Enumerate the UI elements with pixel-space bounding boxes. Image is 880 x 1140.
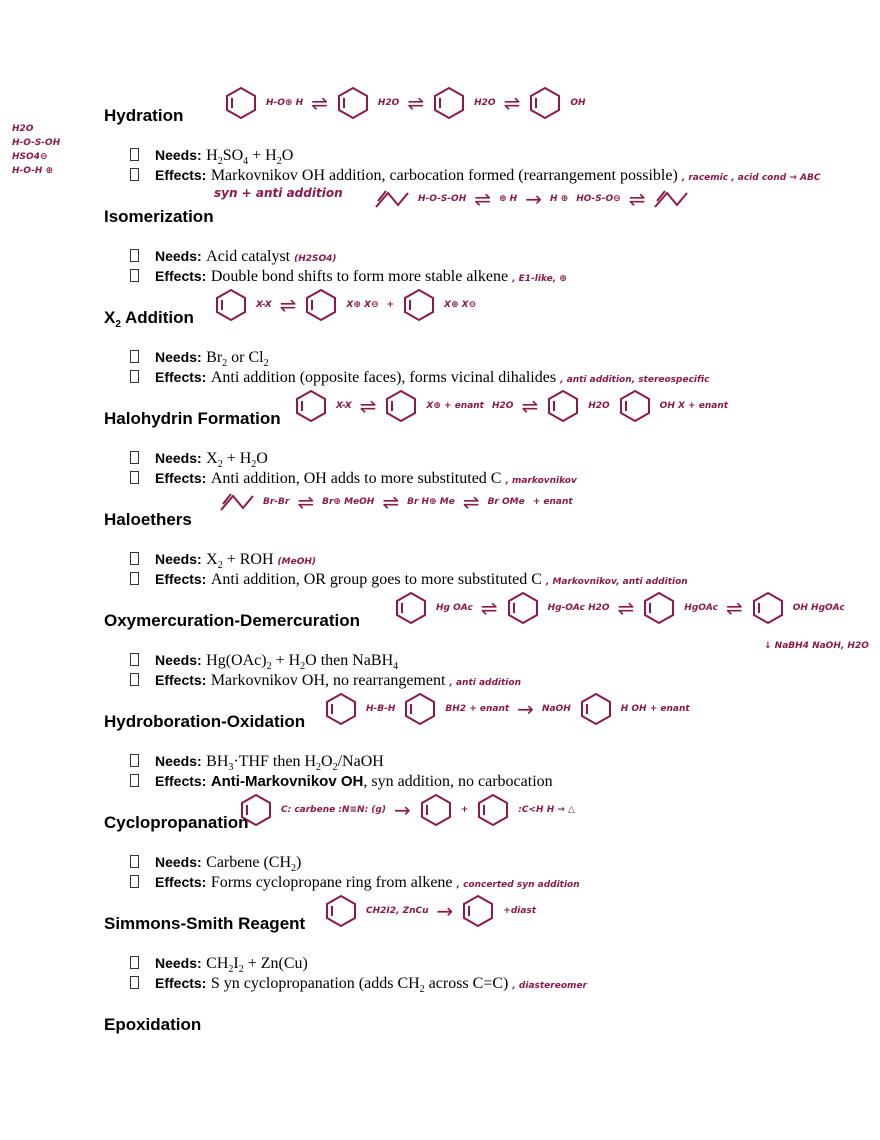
text-segment: or Cl (227, 349, 264, 366)
cyclohexene-drawing-icon (294, 389, 328, 423)
handwritten-label: OH (570, 98, 586, 108)
text-segment: O (281, 147, 294, 164)
equilibrium-arrow-icon: ⇌ (521, 394, 539, 418)
section-epoxidation (104, 1015, 874, 1125)
needs-label: Needs: (155, 147, 202, 163)
handwritten-note: (H2SO4) (294, 254, 337, 264)
effects-value (211, 167, 678, 184)
text-segment: H (206, 147, 218, 164)
needs-line (130, 551, 316, 571)
handwritten-label: X⊕ + enant (426, 401, 484, 411)
alkene-drawing-icon (374, 187, 410, 211)
handwritten-note: , concerted syn addition (456, 880, 580, 890)
margin-note: HSO4⊖ (12, 152, 48, 162)
needs-label: Needs: (155, 248, 202, 264)
section-heading (104, 611, 360, 631)
needs-label: Needs: (155, 349, 202, 365)
section-heading (104, 712, 305, 732)
needs-line (130, 349, 269, 369)
handwritten-label: OH X + enant (659, 401, 729, 411)
heading-text: X (104, 308, 116, 327)
text-segment: /NaOH (337, 753, 384, 770)
handwritten-label: X-X (256, 300, 272, 310)
heading-text: Cyclopropanation (104, 813, 249, 832)
heading-text: Haloethers (104, 510, 192, 529)
cyclohexene-drawing-icon (528, 86, 562, 120)
handwritten-label: + (460, 805, 469, 815)
effects-line (130, 369, 709, 387)
effects-line (130, 268, 567, 286)
bullet-icon (130, 855, 139, 868)
reaction-scheme (239, 793, 575, 827)
text-segment: Markovnikov OH addition, carbocation formed (rearrangement possible) (210, 167, 678, 184)
text-segment: + Zn(Cu) (243, 955, 308, 972)
handwritten-note: , E1-like, ⊕ (512, 274, 567, 284)
effects-value (210, 975, 509, 995)
equilibrium-arrow-icon: ⇌ (725, 596, 743, 620)
cyclohexene-drawing-icon (403, 692, 437, 726)
cyclohexene-drawing-icon (394, 591, 428, 625)
reaction-scheme (374, 187, 689, 211)
cyclohexene-drawing-icon (751, 591, 785, 625)
reaction-scheme (324, 692, 690, 726)
text-segment: Double bond shifts to form more stable alkene (210, 268, 509, 285)
cyclohexene-drawing-icon (324, 894, 358, 928)
section-heading (104, 813, 249, 833)
equilibrium-arrow-icon: ⇌ (503, 91, 521, 115)
cyclohexene-drawing-icon (384, 389, 418, 423)
text-segment: ) (296, 854, 302, 871)
needs-value (206, 551, 274, 571)
handwritten-label: H-O-S-OH (418, 194, 467, 204)
cyclohexene-drawing-icon (506, 591, 540, 625)
text-segment: Anti addition (opposite faces), forms vicinal dihalides (210, 369, 557, 386)
text-segment: O (256, 450, 268, 467)
handwritten-note: (MeOH) (277, 557, 316, 567)
subscript: 2 (217, 560, 223, 571)
effects-line (130, 672, 521, 690)
handwritten-label: H2O (474, 98, 496, 108)
handwritten-label: H2O (377, 98, 400, 108)
handwritten-label: Hg-OAc H2O (547, 603, 610, 613)
reaction-scheme (219, 490, 573, 514)
effects-label: Effects: (155, 874, 207, 890)
needs-line (130, 955, 308, 975)
handwritten-note: , anti addition (449, 678, 521, 688)
equilibrium-arrow-icon: ⇌ (297, 490, 315, 514)
reaction-scheme (224, 86, 586, 120)
heading-text: Halohydrin Formation (104, 409, 281, 428)
margin-note: H-O-H ⊕ (12, 166, 54, 176)
text-segment: Markovnikov OH, no rearrangement (210, 672, 446, 689)
text-segment: CH (206, 955, 229, 972)
section-heading (104, 308, 194, 330)
subscript: 4 (393, 661, 399, 672)
handwritten-label: H-B-H (366, 704, 396, 714)
text-segment: , syn addition, no carbocation (363, 773, 553, 790)
bullet-icon (130, 956, 139, 969)
subscript: 2 (251, 459, 257, 470)
text-segment: I (233, 955, 239, 972)
subscript: 4 (243, 156, 249, 167)
bullet-icon (130, 451, 139, 464)
heading-text: Hydration (104, 106, 184, 125)
handwritten-label: H2O (588, 401, 610, 411)
subscript: 3 (228, 762, 234, 773)
bullet-icon (130, 269, 139, 282)
text-segment: X (206, 450, 218, 467)
margin-note: H-O-S-OH (12, 138, 61, 148)
handwritten-note: , diastereomer (512, 981, 587, 991)
equilibrium-arrow-icon: ⇌ (359, 394, 377, 418)
handwritten-label: HO-S-O⊖ (576, 194, 621, 204)
text-segment: SO (222, 147, 244, 164)
text-segment: Anti-Markovnikov OH (210, 773, 364, 790)
needs-value (206, 753, 384, 773)
heading-text: Oxymercuration-Demercuration (104, 611, 361, 630)
heading-text: Addition (120, 308, 194, 327)
effects-label: Effects: (155, 672, 207, 688)
section-heading (104, 914, 305, 934)
subscript: 2 (332, 762, 338, 773)
section-heading (104, 207, 214, 227)
bullet-icon (130, 370, 139, 383)
effects-label: Effects: (155, 167, 207, 183)
needs-line (130, 753, 384, 773)
handwritten-label: :C<H H → △ (518, 805, 575, 815)
needs-label: Needs: (155, 450, 202, 466)
heading-text: Isomerization (104, 207, 214, 226)
handwritten-label: Br OMe (487, 497, 525, 507)
effects-line (130, 167, 820, 185)
margin-notes (12, 120, 102, 180)
subscript: 2 (228, 964, 234, 975)
effects-value (211, 369, 556, 386)
bullet-icon (130, 754, 139, 767)
subscript: 2 (316, 762, 322, 773)
cyclohexene-drawing-icon (419, 793, 453, 827)
effects-label: Effects: (155, 975, 207, 991)
handwritten-label: Hg OAc (436, 603, 473, 613)
equilibrium-arrow-icon: ⇌ (382, 490, 400, 514)
text-segment: Forms cyclopropane ring from alkene (210, 874, 453, 891)
subscript: 2 (419, 984, 425, 995)
handwritten-label: X⊕ X⊖ (346, 300, 379, 310)
bullet-icon (130, 572, 139, 585)
text-segment: BH (206, 753, 229, 770)
needs-value (206, 854, 302, 874)
handwritten-label: OH HgOAc (792, 603, 845, 613)
equilibrium-arrow-icon: ⇌ (462, 490, 480, 514)
reaction-arrow-icon: → (517, 697, 534, 721)
subscript: 2 (263, 358, 269, 369)
bullet-icon (130, 653, 139, 666)
equilibrium-arrow-icon: ⇌ (279, 293, 297, 317)
reaction-scheme (294, 389, 728, 423)
text-segment: O then NaBH (305, 652, 394, 669)
handwritten-note: , Markovnikov, anti addition (545, 577, 688, 587)
handwritten-label: H-O⊕ H (266, 98, 304, 108)
cyclohexene-drawing-icon (224, 86, 258, 120)
cyclohexene-drawing-icon (461, 894, 495, 928)
bullet-icon (130, 976, 139, 989)
effects-line (130, 874, 580, 892)
equilibrium-arrow-icon: ⇌ (407, 91, 425, 115)
alkene-drawing-icon (653, 187, 689, 211)
effects-value (211, 268, 508, 285)
handwritten-label: Br H⊕ Me (407, 497, 455, 507)
needs-label: Needs: (155, 955, 202, 971)
subscript: 2 (300, 661, 306, 672)
equilibrium-arrow-icon: ⇌ (474, 187, 491, 211)
cyclohexene-drawing-icon (214, 288, 248, 322)
subscript: 2 (238, 964, 244, 975)
text-segment: across C=C) (424, 975, 509, 992)
text-segment: Hg(OAc) (206, 652, 267, 669)
effects-value (211, 470, 502, 487)
handwritten-label: H2O (492, 401, 514, 411)
reaction-scheme (394, 591, 845, 625)
needs-line (130, 854, 301, 874)
needs-label: Needs: (155, 753, 202, 769)
equilibrium-arrow-icon: ⇌ (617, 596, 635, 620)
needs-line (130, 450, 268, 470)
section-heading (104, 409, 281, 429)
effects-value (211, 874, 453, 891)
needs-value (206, 248, 290, 265)
handwritten-note: , racemic , acid cond → ABC (681, 173, 821, 183)
section-simmons-smith-reagent (104, 899, 874, 1024)
bullet-icon (130, 350, 139, 363)
section-heading (104, 510, 192, 530)
text-segment: X (206, 551, 218, 568)
equilibrium-arrow-icon: ⇌ (628, 187, 646, 211)
text-segment: Anti addition, OH adds to more substituted C (210, 470, 502, 487)
needs-value (206, 349, 269, 369)
text-segment: Acid catalyst (206, 248, 291, 265)
cyclohexene-drawing-icon (239, 793, 273, 827)
reaction-scheme (214, 288, 476, 322)
handwritten-note: , markovnikov (505, 476, 577, 486)
subscript: 2 (217, 156, 223, 167)
handwritten-label: HgOAc (684, 603, 718, 613)
reaction-arrow-icon: → (393, 798, 411, 822)
bullet-icon (130, 673, 139, 686)
needs-value (206, 147, 294, 167)
handwritten-label: BH2 + enant (445, 704, 510, 714)
reaction-arrow-icon: → (525, 187, 542, 211)
bullet-icon (130, 249, 139, 262)
handwritten-label: + enant (532, 497, 573, 507)
handwritten-label: X-X (336, 401, 352, 411)
cyclohexene-drawing-icon (618, 389, 652, 423)
effects-label: Effects: (155, 268, 207, 284)
handwritten-label: H ⊕ (549, 194, 569, 204)
text-segment: O (321, 753, 333, 770)
effects-label: Effects: (155, 470, 207, 486)
subscript: 2 (217, 459, 223, 470)
handwritten-label: Br-Br (263, 497, 290, 507)
reaction-arrow-icon: → (436, 899, 454, 923)
text-segment: Br (206, 349, 223, 366)
bullet-icon (130, 471, 139, 484)
subscript: 2 (266, 661, 272, 672)
text-segment: + H (271, 652, 301, 669)
effects-label: Effects: (155, 369, 207, 385)
cyclohexene-drawing-icon (546, 389, 580, 423)
needs-value (206, 652, 399, 672)
heading-text: Hydroboration-Oxidation (104, 712, 306, 731)
cyclohexene-drawing-icon (642, 591, 676, 625)
needs-line (130, 147, 293, 167)
subscript: 2 (276, 156, 282, 167)
subscript: 2 (115, 319, 121, 330)
reaction-scheme (324, 894, 536, 928)
effects-value (211, 672, 446, 689)
cyclohexene-drawing-icon (336, 86, 370, 120)
cyclohexene-drawing-icon (476, 793, 510, 827)
text-segment: + ROH (222, 551, 274, 568)
margin-note: H2O (12, 124, 34, 134)
handwritten-label: ⊕ H (499, 194, 518, 204)
handwritten-label: X⊕ X⊖ (444, 300, 477, 310)
effects-label: Effects: (155, 773, 207, 789)
needs-line (130, 652, 398, 672)
section-heading (104, 1015, 201, 1035)
needs-label: Needs: (155, 551, 202, 567)
cyclohexene-drawing-icon (324, 692, 358, 726)
heading-text: Simmons-Smith Reagent (104, 914, 306, 933)
handwritten-label: NaOH (541, 704, 571, 714)
cyclohexene-drawing-icon (304, 288, 338, 322)
bullet-icon (130, 875, 139, 888)
text-segment: + H (222, 450, 252, 467)
section-heading (104, 106, 183, 126)
text-segment: ·THF then H (233, 753, 317, 770)
handwritten-label: CH2I2, ZnCu (366, 906, 429, 916)
heading-text: Epoxidation (104, 1015, 202, 1034)
needs-label: Needs: (155, 652, 202, 668)
effects-line (130, 571, 688, 589)
bullet-icon (130, 552, 139, 565)
effects-line (130, 975, 587, 995)
text-segment: Carbene (CH (206, 854, 291, 871)
bullet-icon (130, 148, 139, 161)
equilibrium-arrow-icon: ⇌ (480, 596, 498, 620)
handwritten-note: , anti addition, stereospecific (560, 375, 710, 385)
handwritten-label: +diast (503, 906, 537, 916)
needs-value (206, 955, 308, 975)
needs-label: Needs: (155, 854, 202, 870)
bullet-icon (130, 774, 139, 787)
alkene-drawing-icon (219, 490, 255, 514)
subscript: 2 (222, 358, 228, 369)
cyclohexene-drawing-icon (432, 86, 466, 120)
text-segment: + H (248, 147, 277, 164)
handwritten-annotation: ↓ NaBH4 NaOH, H2O (764, 641, 869, 651)
bullet-icon (130, 168, 139, 181)
effects-value (211, 773, 553, 790)
text-segment: S yn cyclopropanation (adds CH (210, 975, 420, 992)
effects-value (211, 571, 542, 588)
handwritten-label: Br⊕ MeOH (322, 497, 375, 507)
cyclohexene-drawing-icon (579, 692, 613, 726)
cyclohexene-drawing-icon (402, 288, 436, 322)
needs-value (206, 450, 268, 470)
text-segment: Anti addition, OR group goes to more substituted C (210, 571, 542, 588)
handwritten-annotation: syn + anti addition (214, 186, 343, 200)
effects-line (130, 773, 553, 791)
equilibrium-arrow-icon: ⇌ (311, 91, 328, 115)
effects-label: Effects: (155, 571, 207, 587)
needs-line (130, 248, 337, 266)
handwritten-label: H OH + enant (620, 704, 690, 714)
handwritten-label: + (386, 300, 395, 310)
handwritten-label: C: carbene :N≡N: (g) (281, 805, 386, 815)
subscript: 2 (291, 863, 296, 874)
effects-line (130, 470, 577, 488)
